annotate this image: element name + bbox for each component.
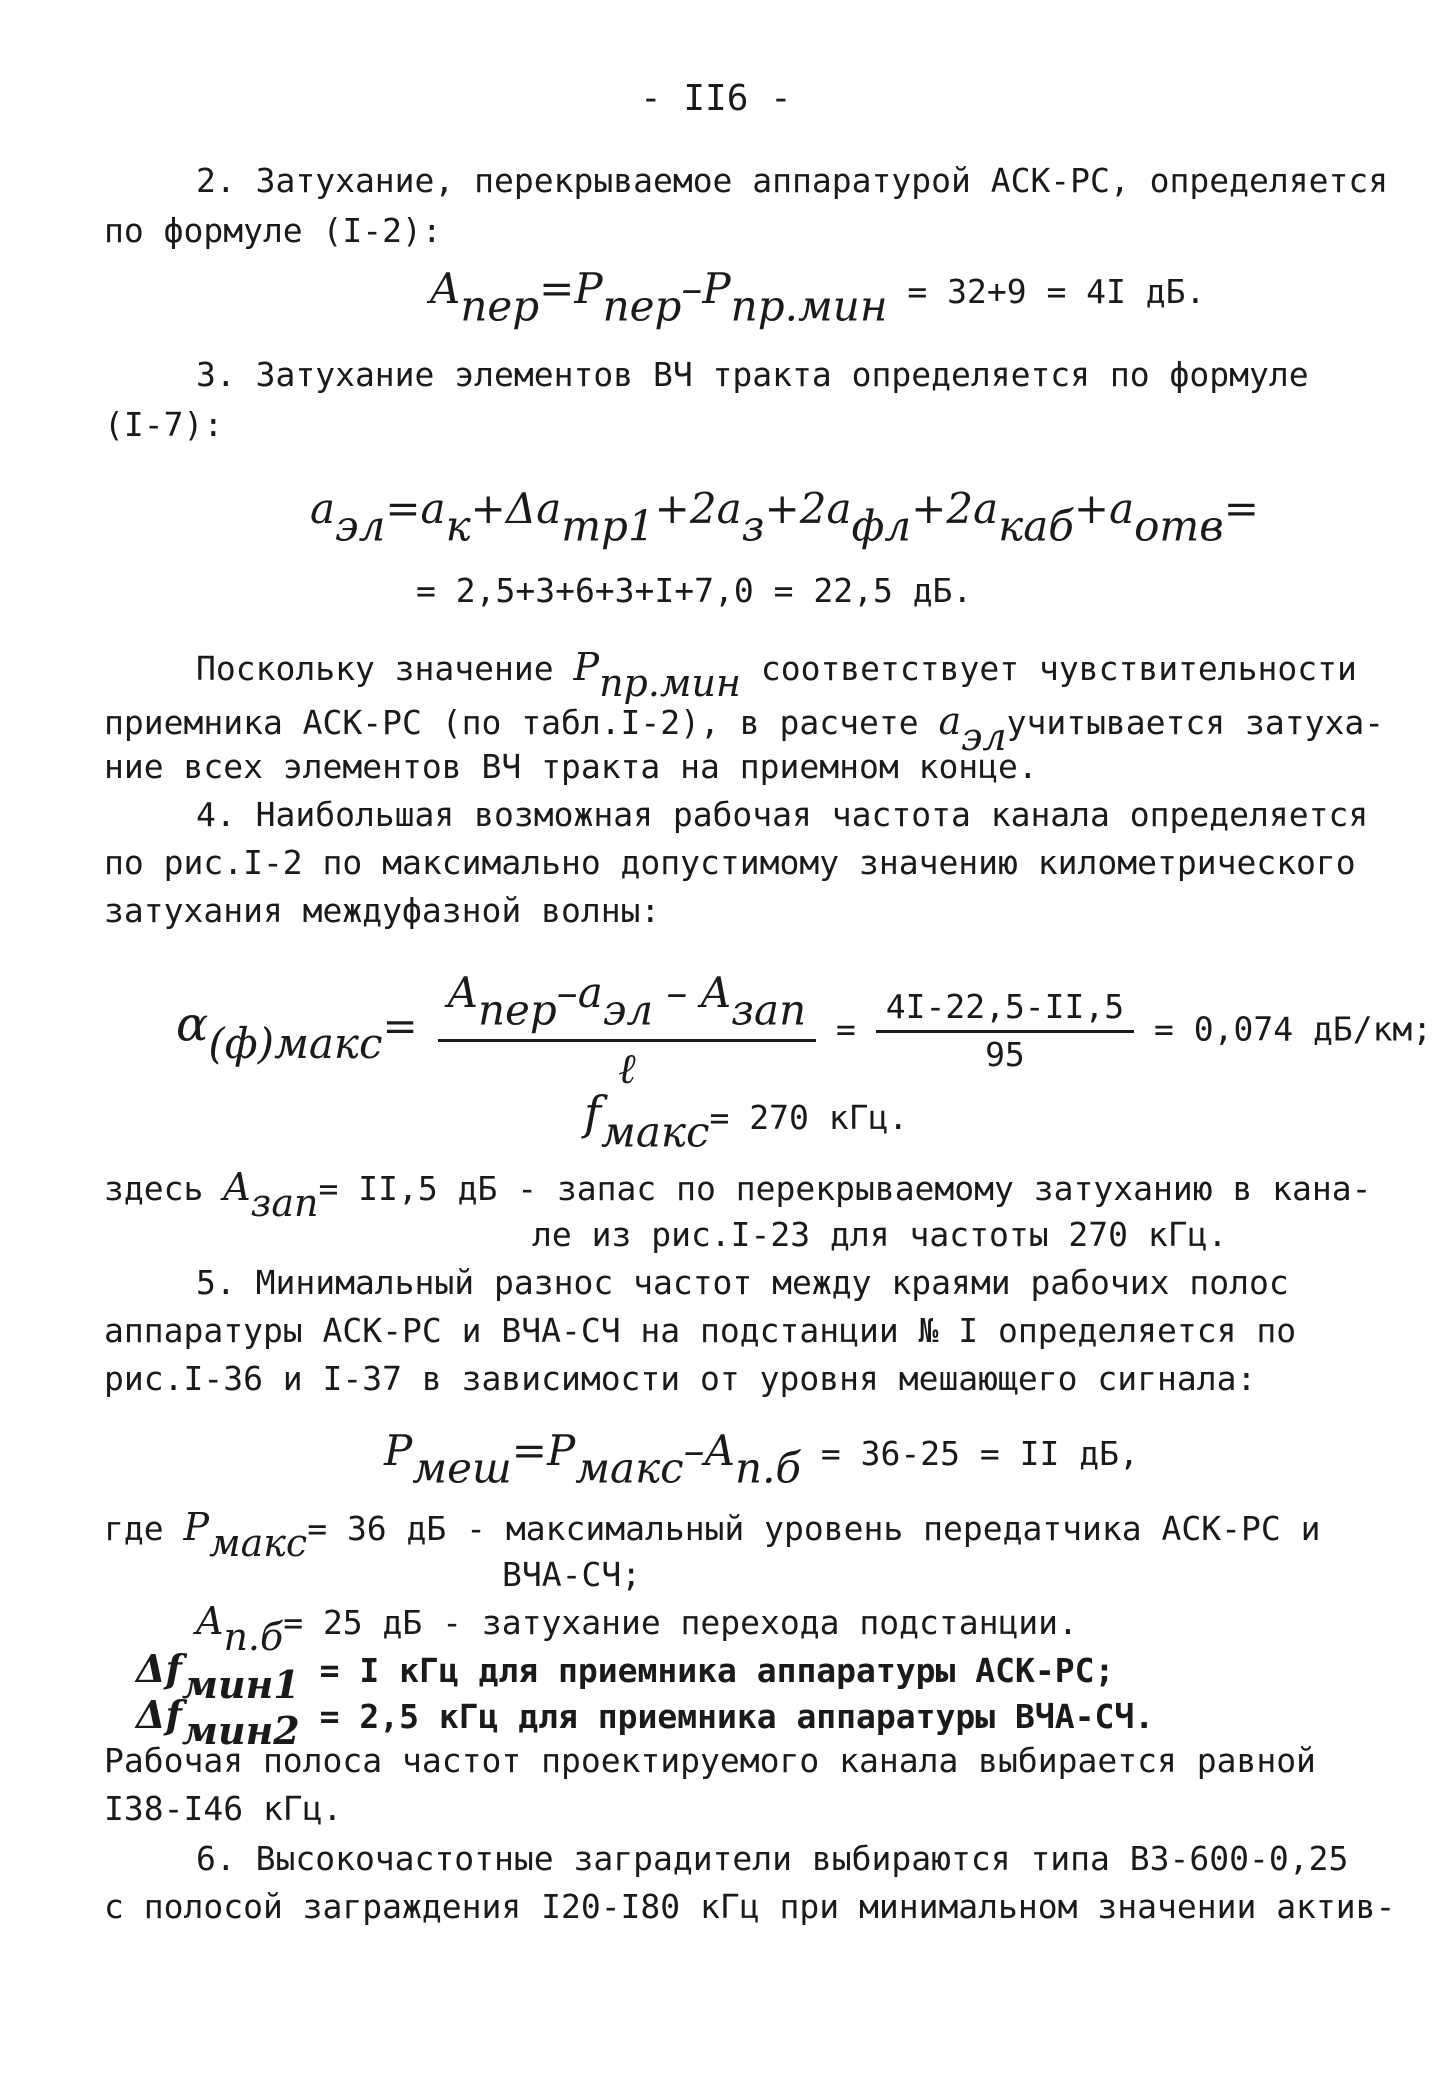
formula-max-attenuation: α(ф)макс= $\frac{\text{Aпер–aэл – Aзап}}{\text{ℓ}}$ = $\frac{4I-22,5-II,5}{95}$ = 0,074 дБ/км;: [176, 968, 1433, 1093]
paragraph-5-line-2: аппаратуры АСК-РС и ВЧА-СЧ на подстанции № I определяется по: [104, 1311, 1297, 1350]
paragraph-2-line-1: 2. Затухание, перекрываемое аппаратурой АСК-РС, определяется: [196, 161, 1389, 200]
paragraph-here-line-1: здесь Aзап= II,5 дБ - запас по перекрываемому затуханию в кана-: [104, 1165, 1372, 1225]
paragraph-band-line-1: Рабочая полоса частот проектируемого канала выбирается равной: [104, 1741, 1316, 1780]
paragraph-here-line-2: ле из рис.I-23 для частоты 270 кГц.: [532, 1215, 1228, 1254]
where-line-1: где Pмакс= 36 дБ - максимальный уровень передатчика АСК-РС и: [104, 1505, 1321, 1565]
paragraph-4-line-2: по рис.I-2 по максимально допустимому значению километрического: [104, 843, 1356, 882]
where-line-5: Δfмин2 = 2,5 кГц для приемника аппаратуры ВЧА-СЧ.: [136, 1692, 1155, 1753]
where-line-3: Aп.б= 25 дБ - затухание перехода подстанции.: [196, 1599, 1078, 1659]
fraction-symbolic: $\frac{\text{Aпер–aэл – Aзап}}{\text{ℓ}}$: [438, 968, 817, 1094]
paragraph-since-line-3: ние всех элементов ВЧ тракта на приемном конце.: [104, 747, 1038, 786]
formula-interference-level: Pмеш=Pмакс–Aп.б = 36-25 = II дБ,: [384, 1426, 1139, 1493]
formula-max-frequency: fмакс= 270 кГц.: [584, 1086, 909, 1157]
paragraph-band-line-2: I38-I46 кГц.: [104, 1789, 343, 1828]
paragraph-4-line-1: 4. Наибольшая возможная рабочая частота канала определяется: [196, 795, 1369, 834]
paragraph-since-line-2: приемника АСК-РС (по табл.I-2), в расчете aэлучитывается затуха-: [104, 699, 1385, 759]
where-line-4: Δfмин1 = I кГц для приемника аппаратуры АСК-РС;: [136, 1646, 1115, 1707]
page-number: - II6 -: [640, 78, 792, 119]
paragraph-2-line-2: по формуле (I-2):: [104, 211, 442, 250]
paragraph-5-line-3: рис.I-36 и I-37 в зависимости от уровня мешающего сигнала:: [104, 1359, 1257, 1398]
paragraph-since-line-1: Поскольку значение Pпр.мин соответствует чувствительности: [196, 645, 1357, 705]
formula-element-attenuation-result: = 2,5+3+6+3+I+7,0 = 22,5 дБ.: [416, 571, 973, 610]
paragraph-5-line-1: 5. Минимальный разнос частот между краями рабочих полос: [196, 1263, 1289, 1302]
paragraph-3-line-2: (I-7):: [104, 405, 224, 444]
paragraph-6-line-1: 6. Высокочастотные заградители выбираются типа ВЗ-600-0,25: [196, 1839, 1349, 1878]
fraction-numeric: $\frac{4I-22,5-II,5}{95}$: [876, 987, 1134, 1074]
paragraph-6-line-2: с полосой заграждения I20-I80 кГц при минимальном значении актив-: [104, 1887, 1396, 1926]
paragraph-3-line-1: 3. Затухание элементов ВЧ тракта определяется по формуле: [196, 355, 1309, 394]
where-line-2: ВЧА-СЧ;: [502, 1555, 642, 1594]
paragraph-4-line-3: затухания междуфазной волны:: [104, 891, 661, 930]
formula-attenuation-overlap: Aпер=Pпер–Pпр.мин = 32+9 = 4I дБ.: [430, 264, 1206, 331]
formula-element-attenuation: aэл=aк+Δaтр1+2aз+2aфл+2aкаб+aотв=: [310, 484, 1259, 551]
